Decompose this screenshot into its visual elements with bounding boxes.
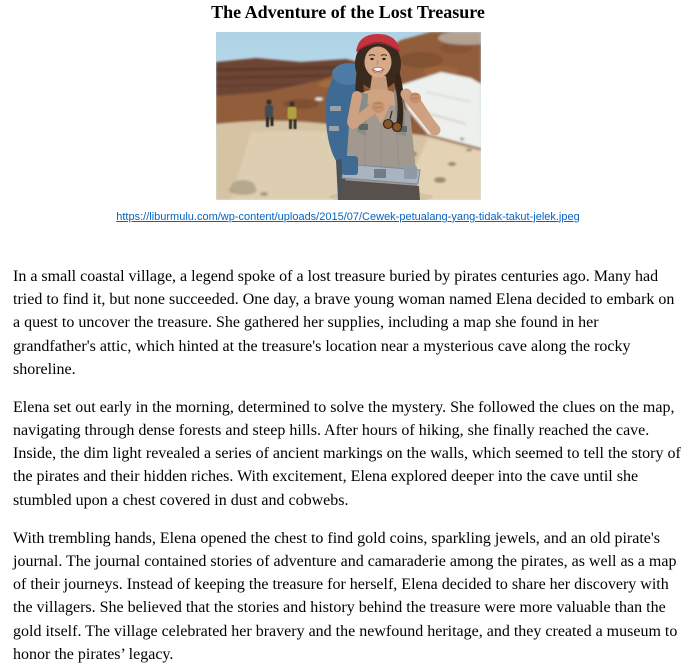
story-paragraph-2: Elena set out early in the morning, determined to solve the mystery. She followed the clues on the map, navigating through dense forests and steep hills. After hours of hiking, she finally reached the cave. Inside, the dim light revealed a series of ancient markings on the walls, which seemed to tell the story of the pirates and their hidden riches. With excitement, Elena explored deeper into the cave until she stumbled upon a chest covered in dust and cobwebs. (13, 398, 681, 509)
story-body (13, 265, 683, 666)
page-title: The Adventure of the Lost Treasure (211, 2, 485, 22)
document-page (13, 3, 683, 666)
story-paragraph-3: With trembling hands, Elena opened the chest to find gold coins, sparkling jewels, and an old pirate's journal. The journal contained stories of adventure and camaraderie among the pirates, as well as a map of their journeys. Instead of keeping the treasure for herself, Elena decided to share her discovery with the villagers. She believed that the stories and history behind the treasure were more valuable than the gold itself. The village celebrated her bravery and the newfound heritage, and they created a museum to honor the pirates’ legacy. (13, 529, 678, 663)
story-paragraph-1: In a small coastal village, a legend spoke of a lost treasure buried by pirates centuries ago. Many had tried to find it, but none succeeded. One day, a brave young woman named Elena decided to embark on a quest to uncover the treasure. She gathered her supplies, including a map she found in her grandfather's attic, which hinted at the treasure's location near a mysterious cave along the rocky shoreline. (13, 267, 675, 378)
hero-figure (13, 32, 683, 227)
hero-image (216, 32, 481, 200)
image-source-link[interactable]: https://liburmulu.com/wp-content/uploads/2015/07/Cewek-petualang-yang-tidak-takut-jelek.jpeg (116, 210, 580, 223)
